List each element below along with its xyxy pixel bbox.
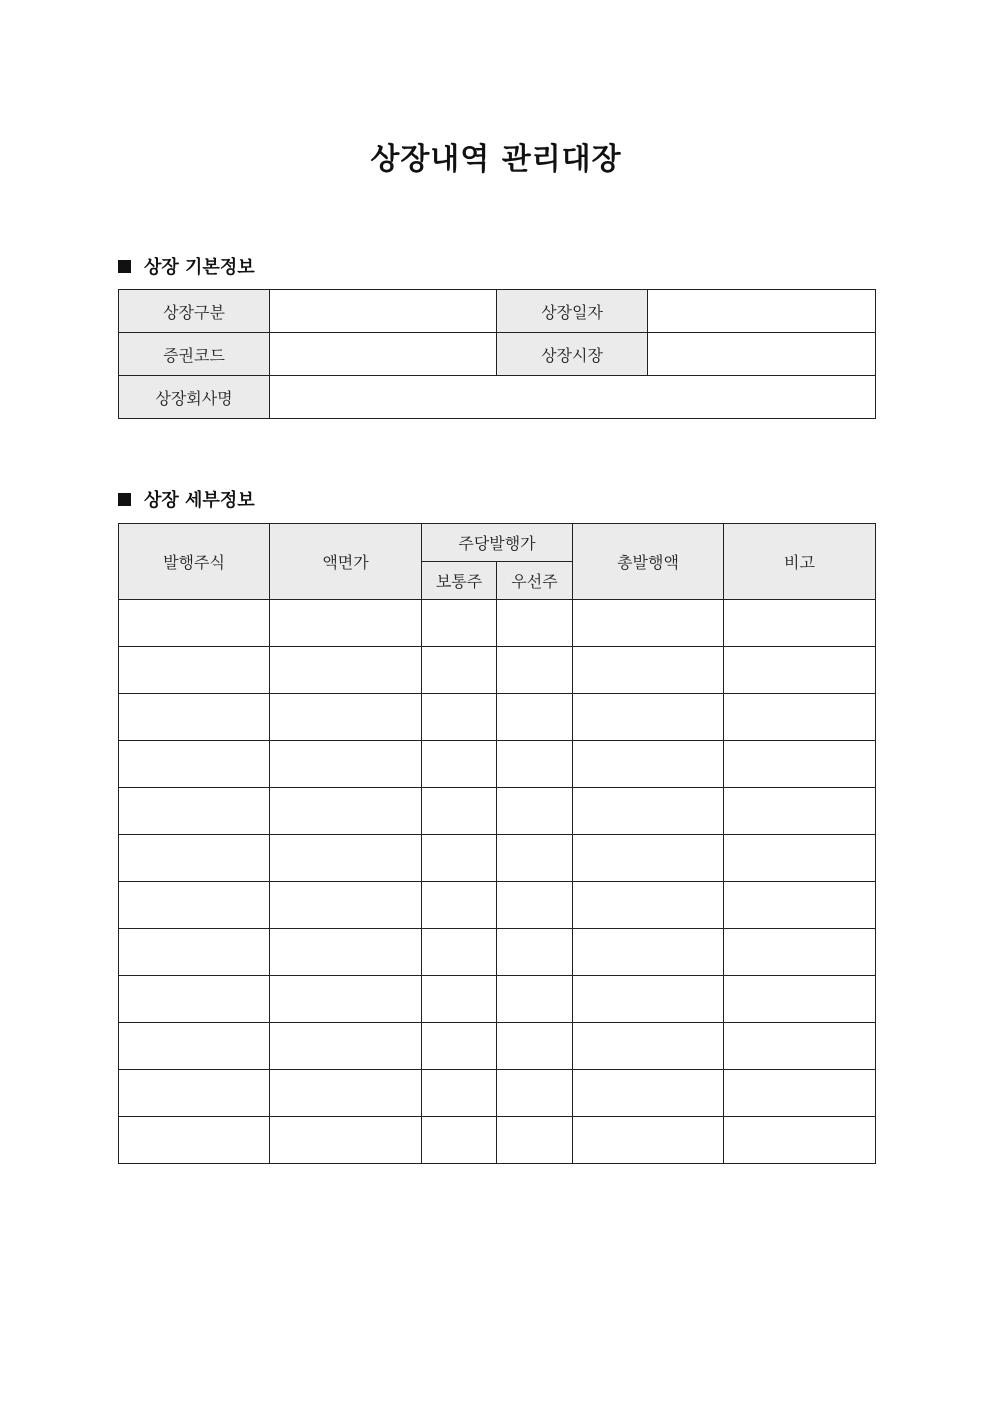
total-issue-amount-cell[interactable] [573, 647, 724, 694]
header-issued-shares: 발행주식 [119, 524, 270, 600]
par-value-cell[interactable] [270, 1117, 422, 1164]
common-price-cell[interactable] [422, 788, 497, 835]
common-price-cell[interactable] [422, 976, 497, 1023]
common-price-cell[interactable] [422, 741, 497, 788]
preferred-price-cell[interactable] [497, 741, 573, 788]
common-price-cell[interactable] [422, 694, 497, 741]
common-price-cell[interactable] [422, 835, 497, 882]
table-row [119, 788, 876, 835]
square-bullet-icon [118, 493, 131, 506]
par-value-cell[interactable] [270, 882, 422, 929]
table-row [119, 1117, 876, 1164]
total-issue-amount-cell[interactable] [573, 788, 724, 835]
total-issue-amount-cell[interactable] [573, 694, 724, 741]
table-row [119, 976, 876, 1023]
preferred-price-cell[interactable] [497, 647, 573, 694]
par-value-cell[interactable] [270, 600, 422, 647]
par-value-cell[interactable] [270, 1023, 422, 1070]
detail-info-table [118, 523, 876, 1164]
page-title: 상장내역 관리대장 [370, 142, 622, 177]
header-par-value: 액면가 [270, 524, 422, 600]
table-row [119, 835, 876, 882]
issued-shares-cell[interactable] [119, 882, 270, 929]
remarks-cell[interactable] [724, 788, 876, 835]
listing-type-label: 상장구분 [119, 290, 270, 333]
remarks-cell[interactable] [724, 1070, 876, 1117]
company-name-field[interactable] [270, 376, 876, 419]
total-issue-amount-cell[interactable] [573, 882, 724, 929]
basic-info-row [119, 290, 876, 333]
detail-header-row [119, 524, 876, 562]
header-preferred-stock: 우선주 [497, 562, 573, 600]
stock-code-field[interactable] [270, 333, 497, 376]
table-row [119, 600, 876, 647]
listing-market-label: 상장시장 [497, 333, 648, 376]
common-price-cell[interactable] [422, 600, 497, 647]
common-price-cell[interactable] [422, 1023, 497, 1070]
par-value-cell[interactable] [270, 647, 422, 694]
remarks-cell[interactable] [724, 694, 876, 741]
common-price-cell[interactable] [422, 929, 497, 976]
remarks-cell[interactable] [724, 835, 876, 882]
issued-shares-cell[interactable] [119, 647, 270, 694]
preferred-price-cell[interactable] [497, 600, 573, 647]
preferred-price-cell[interactable] [497, 882, 573, 929]
remarks-cell[interactable] [724, 929, 876, 976]
preferred-price-cell[interactable] [497, 929, 573, 976]
par-value-cell[interactable] [270, 929, 422, 976]
remarks-cell[interactable] [724, 882, 876, 929]
detail-table-body [119, 600, 876, 1164]
stock-code-label: 증권코드 [119, 333, 270, 376]
table-row [119, 647, 876, 694]
total-issue-amount-cell[interactable] [573, 1023, 724, 1070]
listing-market-field[interactable] [648, 333, 876, 376]
remarks-cell[interactable] [724, 647, 876, 694]
company-name-label: 상장회사명 [119, 376, 270, 419]
common-price-cell[interactable] [422, 1117, 497, 1164]
total-issue-amount-cell[interactable] [573, 741, 724, 788]
listing-date-field[interactable] [648, 290, 876, 333]
issued-shares-cell[interactable] [119, 976, 270, 1023]
preferred-price-cell[interactable] [497, 788, 573, 835]
total-issue-amount-cell[interactable] [573, 1070, 724, 1117]
table-row [119, 1023, 876, 1070]
basic-info-row [119, 376, 876, 419]
table-row [119, 929, 876, 976]
section-heading-detail-info-label: 상장 세부정보 [144, 490, 255, 511]
issued-shares-cell[interactable] [119, 835, 270, 882]
header-issue-price-per-share: 주당발행가 [422, 524, 573, 562]
remarks-cell[interactable] [724, 741, 876, 788]
preferred-price-cell[interactable] [497, 1117, 573, 1164]
issued-shares-cell[interactable] [119, 788, 270, 835]
listing-date-label: 상장일자 [497, 290, 648, 333]
par-value-cell[interactable] [270, 1070, 422, 1117]
par-value-cell[interactable] [270, 741, 422, 788]
remarks-cell[interactable] [724, 976, 876, 1023]
issued-shares-cell[interactable] [119, 600, 270, 647]
section-heading-basic-info [118, 253, 255, 279]
table-row [119, 882, 876, 929]
remarks-cell[interactable] [724, 1023, 876, 1070]
remarks-cell[interactable] [724, 600, 876, 647]
preferred-price-cell[interactable] [497, 1023, 573, 1070]
issued-shares-cell[interactable] [119, 929, 270, 976]
section-heading-basic-info-label: 상장 기본정보 [144, 257, 255, 278]
total-issue-amount-cell[interactable] [573, 835, 724, 882]
issued-shares-cell[interactable] [119, 1023, 270, 1070]
par-value-cell[interactable] [270, 788, 422, 835]
preferred-price-cell[interactable] [497, 694, 573, 741]
basic-info-row [119, 333, 876, 376]
total-issue-amount-cell[interactable] [573, 976, 724, 1023]
par-value-cell[interactable] [270, 835, 422, 882]
issued-shares-cell[interactable] [119, 741, 270, 788]
preferred-price-cell[interactable] [497, 835, 573, 882]
total-issue-amount-cell[interactable] [573, 929, 724, 976]
common-price-cell[interactable] [422, 647, 497, 694]
preferred-price-cell[interactable] [497, 1070, 573, 1117]
table-row [119, 741, 876, 788]
preferred-price-cell[interactable] [497, 976, 573, 1023]
table-row [119, 1070, 876, 1117]
issued-shares-cell[interactable] [119, 1070, 270, 1117]
square-bullet-icon [118, 260, 131, 273]
section-heading-detail-info [118, 486, 255, 512]
total-issue-amount-cell[interactable] [573, 1117, 724, 1164]
header-common-stock: 보통주 [422, 562, 497, 600]
table-row [119, 694, 876, 741]
listing-type-field[interactable] [270, 290, 497, 333]
common-price-cell[interactable] [422, 1070, 497, 1117]
par-value-cell[interactable] [270, 694, 422, 741]
basic-info-table [118, 289, 876, 419]
header-total-issue-amount: 총발행액 [573, 524, 724, 600]
total-issue-amount-cell[interactable] [573, 600, 724, 647]
issued-shares-cell[interactable] [119, 1117, 270, 1164]
issued-shares-cell[interactable] [119, 694, 270, 741]
header-remarks: 비고 [724, 524, 876, 600]
common-price-cell[interactable] [422, 882, 497, 929]
remarks-cell[interactable] [724, 1117, 876, 1164]
par-value-cell[interactable] [270, 976, 422, 1023]
